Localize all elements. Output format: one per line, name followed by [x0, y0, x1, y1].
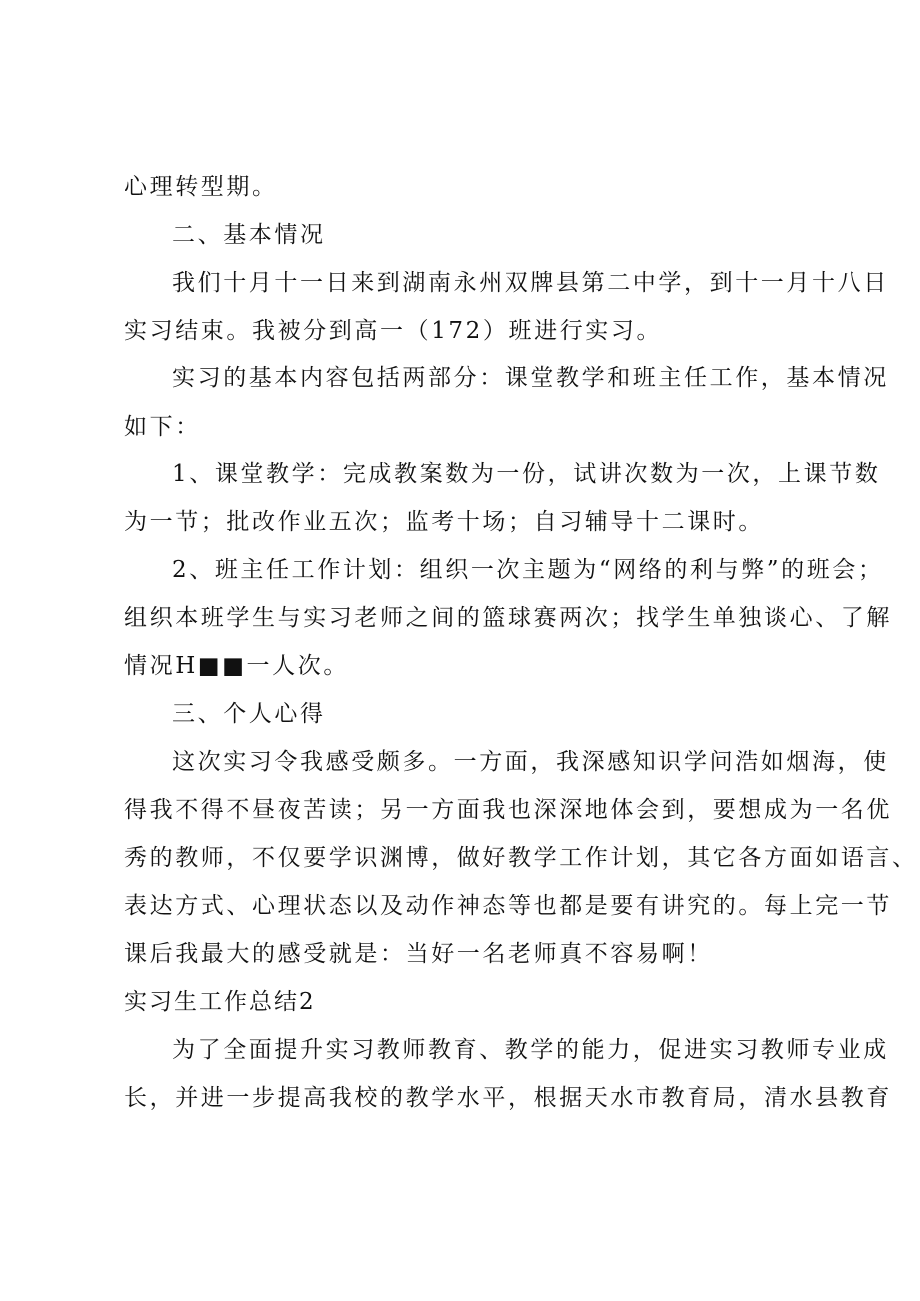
paragraph-line: 1、课堂教学：完成教案数为一份，试讲次数为一次，上课节数 [172, 461, 881, 487]
paragraph-line: 如下： [124, 414, 201, 440]
paragraph-line: 表达方式、心理状态以及动作神态等也都是要有讲究的。每上完一节 [124, 893, 892, 919]
section-heading: 二、基本情况 [172, 222, 326, 248]
paragraph-line: 这次实习令我感受颇多。一方面，我深感知识学问浩如烟海，使 [172, 749, 889, 775]
paragraph-line: 2、班主任工作计划：组织一次主题为“网络的利与弊”的班会； [172, 557, 884, 583]
paragraph-line: 组织本班学生与实习老师之间的篮球赛两次；找学生单独谈心、了解 [124, 605, 892, 631]
paragraph-line: 心理转型期。 [124, 174, 278, 200]
paragraph-line: 课后我最大的感受就是：当好一名老师真不容易啊！ [124, 941, 713, 967]
paragraph-line: 实习的基本内容包括两部分：课堂教学和班主任工作，基本情况 [172, 365, 889, 391]
paragraph-line: 我们十月十一日来到湖南永州双牌县第二中学，到十一月十八日 [172, 270, 889, 296]
document-title: 实习生工作总结2 [124, 989, 316, 1015]
paragraph-line: 得我不得不昼夜苦读；另一方面我也深深地体会到，要想成为一名优 [124, 797, 892, 823]
paragraph-line: 实习结束。我被分到高一（172）班进行实习。 [124, 318, 663, 344]
paragraph-line: 为一节；批改作业五次；监考十场；自习辅导十二课时。 [124, 509, 764, 535]
paragraph-line: 长，并进一步提高我校的教学水平，根据天水市教育局，清水县教育 [124, 1085, 892, 1111]
paragraph-line: 为了全面提升实习教师教育、教学的能力，促进实习教师专业成 [172, 1037, 889, 1063]
paragraph-line: 情况H■■一人次。 [124, 653, 349, 679]
section-heading: 三、个人心得 [172, 701, 326, 727]
paragraph-line: 秀的教师，不仅要学识渊博，做好教学工作计划，其它各方面如语言、 [124, 845, 918, 871]
